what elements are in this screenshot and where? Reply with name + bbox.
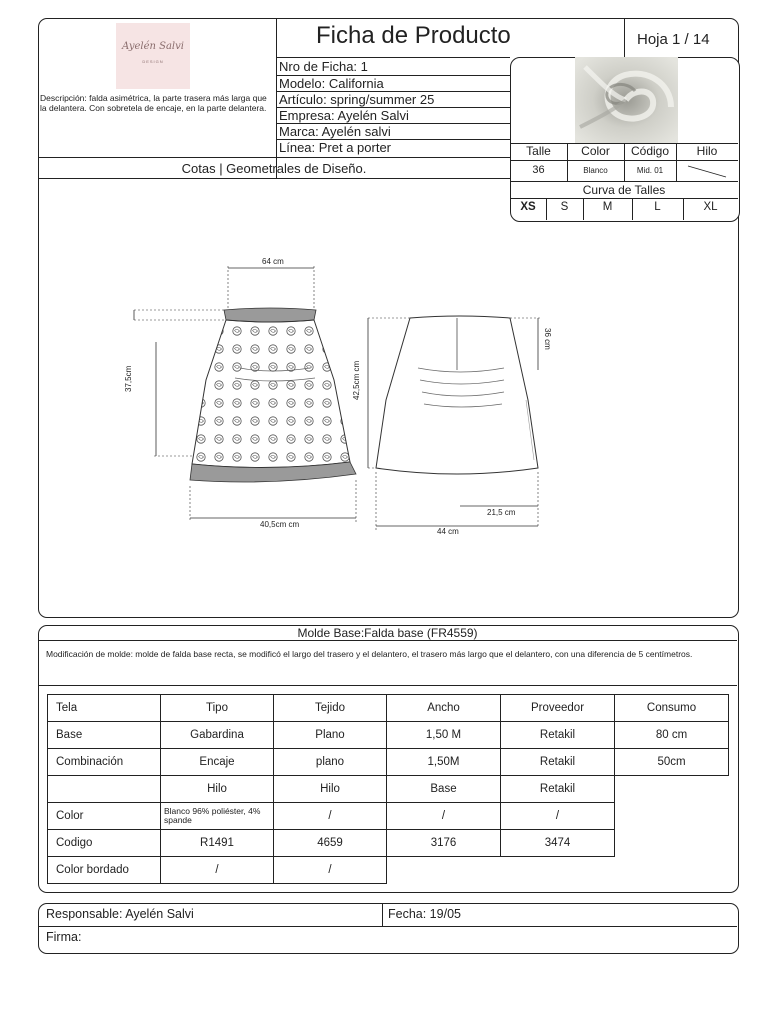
materials-header-row <box>48 695 729 722</box>
dim-front-top-width: 64 cm <box>262 257 284 266</box>
table-row <box>48 857 729 884</box>
subheader-base: Base <box>387 776 501 803</box>
dim-back-side: 36 cm <box>543 328 552 350</box>
section-title: Cotas | Geometrales de Diseño. <box>181 161 367 176</box>
dim-front-bottom-width: 40,5cm cm <box>260 520 300 529</box>
technical-drawing <box>120 250 560 550</box>
row-comb-tejido: plano <box>274 749 387 776</box>
dim-front-length: 37,5cm <box>124 365 133 392</box>
dim-back-bottom-width: 44 cm <box>437 527 459 536</box>
table-row <box>48 722 729 749</box>
dim-back-length: 42,5cm cm <box>352 360 361 400</box>
molde-note: Modificación de molde: molde de falda base recta, se modificó el largo del trasero y el delantero, el trasero más largo que el delantero, con una diferencia de 5 centímetros. <box>46 649 693 659</box>
field-nro-ficha: Nro de Ficha: 1 <box>279 59 368 74</box>
header-tela: Tela <box>48 695 161 722</box>
table-row <box>48 749 729 776</box>
size-s[interactable]: S <box>560 201 569 213</box>
size-curve-title: Curva de Talles <box>582 183 666 197</box>
hilo-empty-mark <box>680 163 736 179</box>
page-number: Hoja 1 / 14 <box>637 31 710 48</box>
fecha-field: Fecha: 19/05 <box>388 907 461 921</box>
row-base-ancho: 1,50 M <box>387 722 501 749</box>
row-base-consumo: 80 cm <box>615 722 729 749</box>
field-empresa: Empresa: Ayelén Salvi <box>279 108 409 123</box>
brand-logo <box>116 23 190 89</box>
subheader-retakil: Retakil <box>501 776 615 803</box>
row-color-hilo-2: / <box>274 803 387 830</box>
row-comb-ancho: 1,50M <box>387 749 501 776</box>
size-xl[interactable]: XL <box>703 201 718 213</box>
row-comb-proveedor: Retakil <box>501 749 615 776</box>
row-codigo-hilo-1: R1491 <box>161 830 274 857</box>
row-bordado-hilo-1: / <box>161 857 274 884</box>
row-base-tipo: Gabardina <box>161 722 274 749</box>
size-m[interactable]: M <box>602 201 613 213</box>
swatch-header-talle: Talle <box>526 144 551 158</box>
row-comb-tela: Combinación <box>48 749 161 776</box>
front-skirt-drawing <box>190 308 356 482</box>
row-comb-consumo: 50cm <box>615 749 729 776</box>
size-l[interactable]: L <box>654 201 661 213</box>
field-marca: Marca: Ayelén salvi <box>279 124 391 139</box>
row-codigo-hilo-2: 4659 <box>274 830 387 857</box>
responsable-field: Responsable: Ayelén Salvi <box>46 907 194 921</box>
swatch-value-codigo: Mid. 01 <box>636 166 664 175</box>
firma-field[interactable]: Firma: <box>46 930 82 944</box>
fabric-swatch-image <box>575 57 678 143</box>
subheader-hilo-1: Hilo <box>161 776 274 803</box>
row-bordado-hilo-2: / <box>274 857 387 884</box>
row-bordado-label: Color bordado <box>48 857 161 884</box>
size-xs[interactable]: XS <box>520 201 536 213</box>
header-consumo: Consumo <box>615 695 729 722</box>
row-codigo-base: 3176 <box>387 830 501 857</box>
field-modelo: Modelo: California <box>279 76 384 91</box>
row-base-proveedor: Retakil <box>501 722 615 749</box>
header-tejido: Tejido <box>274 695 387 722</box>
materials-table <box>47 694 729 884</box>
swatch-header-color: Color <box>581 144 610 158</box>
product-description: Descripción: falda asimétrica, la parte trasera más larga que la delantera. Con sobretela de encaje, en la parte delantera. <box>40 93 267 113</box>
swatch-value-talle: 36 <box>532 164 545 176</box>
header-tipo: Tipo <box>161 695 274 722</box>
table-row <box>48 776 729 803</box>
row-color-retakil: / <box>501 803 615 830</box>
row-base-tejido: Plano <box>274 722 387 749</box>
swatch-header-codigo: Código <box>630 144 670 158</box>
row-codigo-retakil: 3474 <box>501 830 615 857</box>
back-skirt-drawing <box>376 316 538 474</box>
row-base-tela: Base <box>48 722 161 749</box>
swatch-header-hilo: Hilo <box>696 144 718 158</box>
subheader-hilo-2: Hilo <box>274 776 387 803</box>
logo-text: Ayelén Salvi <box>122 41 184 52</box>
row-color-base: / <box>387 803 501 830</box>
swatch-value-color: Blanco <box>583 166 608 175</box>
field-linea: Línea: Pret a porter <box>279 140 392 155</box>
table-row <box>48 803 729 830</box>
row-color-label: Color <box>48 803 161 830</box>
table-row <box>48 830 729 857</box>
row-comb-tipo: Encaje <box>161 749 274 776</box>
page-title: Ficha de Producto <box>316 22 511 49</box>
header-proveedor: Proveedor <box>501 695 615 722</box>
subheader-empty <box>48 776 161 803</box>
row-codigo-label: Codigo <box>48 830 161 857</box>
molde-title: Molde Base:Falda base (FR4559) <box>297 626 478 640</box>
logo-subtext: DESIGN <box>142 59 164 64</box>
field-articulo: Artículo: spring/summer 25 <box>279 92 435 107</box>
row-color-hilo-1: Blanco 96% poliéster, 4% spande <box>161 803 274 830</box>
header-ancho: Ancho <box>387 695 501 722</box>
dim-back-half: 21,5 cm <box>487 508 516 517</box>
